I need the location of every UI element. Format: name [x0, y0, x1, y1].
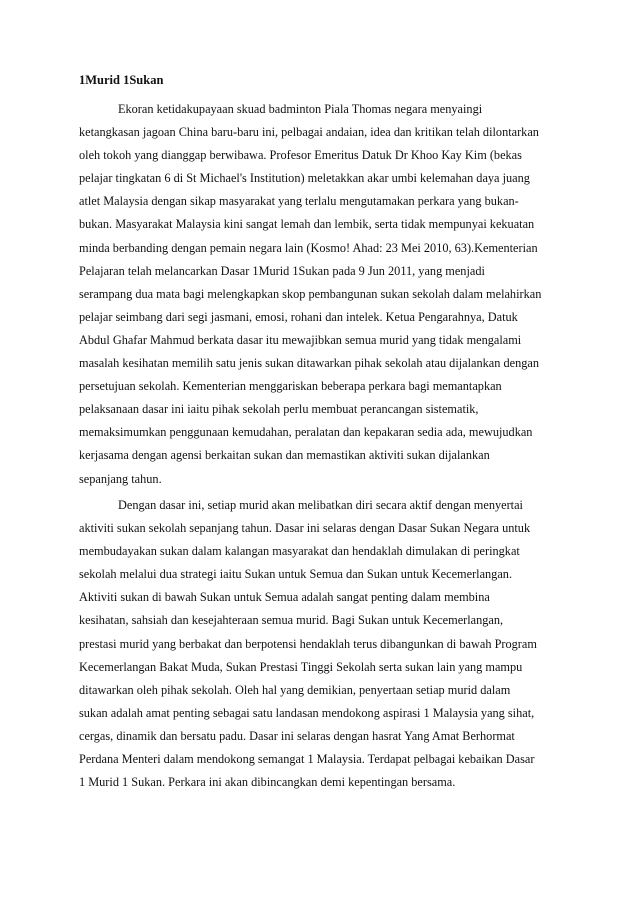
text-line: memaksimumkan penggunaan kemudahan, peralatan dan kepakaran sedia ada, mewujudkan [79, 425, 533, 440]
text-line: aktiviti sukan sekolah sepanjang tahun. Dasar ini selaras dengan Dasar Sukan Negara untuk [79, 521, 531, 536]
text-line: serampang dua mata bagi melengkapkan skop pembangunan sukan sekolah dalam melahirkan [79, 286, 542, 301]
text-line: ditawarkan oleh pihak sekolah. Oleh hal yang demikian, penyertaan setiap murid dalam [79, 682, 511, 697]
text-line: atlet Malaysia dengan sikap masyarakat yang terlalu mengutamakan perkara yang bukan- [79, 194, 519, 209]
document-title: 1Murid 1Sukan [79, 73, 164, 87]
text-line: pelajar tingkatan 6 di St Michael's Institution) meletakkan akar umbi kelemahan daya juang [79, 171, 530, 186]
text-line: minda berbanding dengan pemain negara lain (Kosmo! Ahad: 23 Mei 2010, 63).Kementerian [79, 240, 538, 255]
text-line: cergas, dinamik dan bersatu padu. Dasar ini selaras dengan hasrat Yang Amat Berhormat [79, 728, 515, 743]
text-line: membudayakan sukan dalam kalangan masyarakat dan hendaklah dimulakan di peringkat [79, 544, 520, 559]
text-line: Dengan dasar ini, setiap murid akan melibatkan diri secara aktif dengan menyertai [118, 498, 523, 512]
text-line: prestasi murid yang berbakat dan berpotensi hendaklah terus dibangunkan di bawah Program [79, 636, 537, 651]
paragraph-2 [79, 494, 564, 794]
text-line: 1 Murid 1 Sukan. Perkara ini akan dibincangkan demi kepentingan bersama. [79, 775, 456, 790]
text-line: kesihatan, sahsiah dan kesejahteraan semua murid. Bagi Sukan untuk Kecemerlangan, [79, 613, 504, 628]
text-line: kerjasama dengan agensi berkaitan sukan dan memastikan aktiviti sukan dijalankan [79, 448, 490, 463]
text-line: Kecemerlangan Bakat Muda, Sukan Prestasi Tinggi Sekolah serta sukan lain yang mampu [79, 659, 523, 674]
text-line: Perdana Menteri dalam mendokong semangat 1 Malaysia. Terdapat pelbagai kebaikan Dasar [79, 752, 535, 767]
text-line: ketangkasan jagoan China baru-baru ini, pelbagai andaian, idea dan kritikan telah dilontarkan [79, 125, 539, 140]
text-line: masalah kesihatan memilih satu jenis sukan ditawarkan pihak sekolah atau dijalankan dengan [79, 356, 539, 371]
text-line: oleh tokoh yang dianggap berwibawa. Profesor Emeritus Datuk Dr Khoo Kay Kim (bekas [79, 148, 522, 163]
text-line: pelajar seimbang dari segi jasmani, emosi, rohani dan intelek. Ketua Pengarahnya, Datuk [79, 309, 518, 324]
text-line: persetujuan sekolah. Kementerian menggariskan beberapa perkara bagi memantapkan [79, 379, 502, 394]
text-line: sukan adalah amat penting sebagai satu landasan mendokong aspirasi 1 Malaysia yang sihat, [79, 705, 535, 720]
text-line: sekolah melalui dua strategi iaitu Sukan untuk Semua dan Sukan untuk Kecemerlangan. [79, 567, 513, 582]
text-line: Abdul Ghafar Mahmud berkata dasar itu mewajibkan semua murid yang tidak mengalami [79, 332, 522, 347]
text-line: Pelajaran telah melancarkan Dasar 1Murid 1Sukan pada 9 Jun 2011, yang menjadi [79, 263, 485, 278]
text-line: sepanjang tahun. [79, 471, 162, 486]
text-line: Ekoran ketidakupayaan skuad badminton Piala Thomas negara menyaingi [118, 102, 483, 116]
text-line: Aktiviti sukan di bawah Sukan untuk Semua adalah sangat penting dalam membina [79, 590, 490, 605]
paragraph-1 [79, 98, 564, 491]
text-line: pelaksanaan dasar ini iaitu pihak sekolah perlu membuat perancangan sistematik, [79, 402, 479, 417]
text-line: bukan. Masyarakat Malaysia kini sangat lemah dan lembik, serta tidak mempunyai kekuatan [79, 217, 535, 232]
